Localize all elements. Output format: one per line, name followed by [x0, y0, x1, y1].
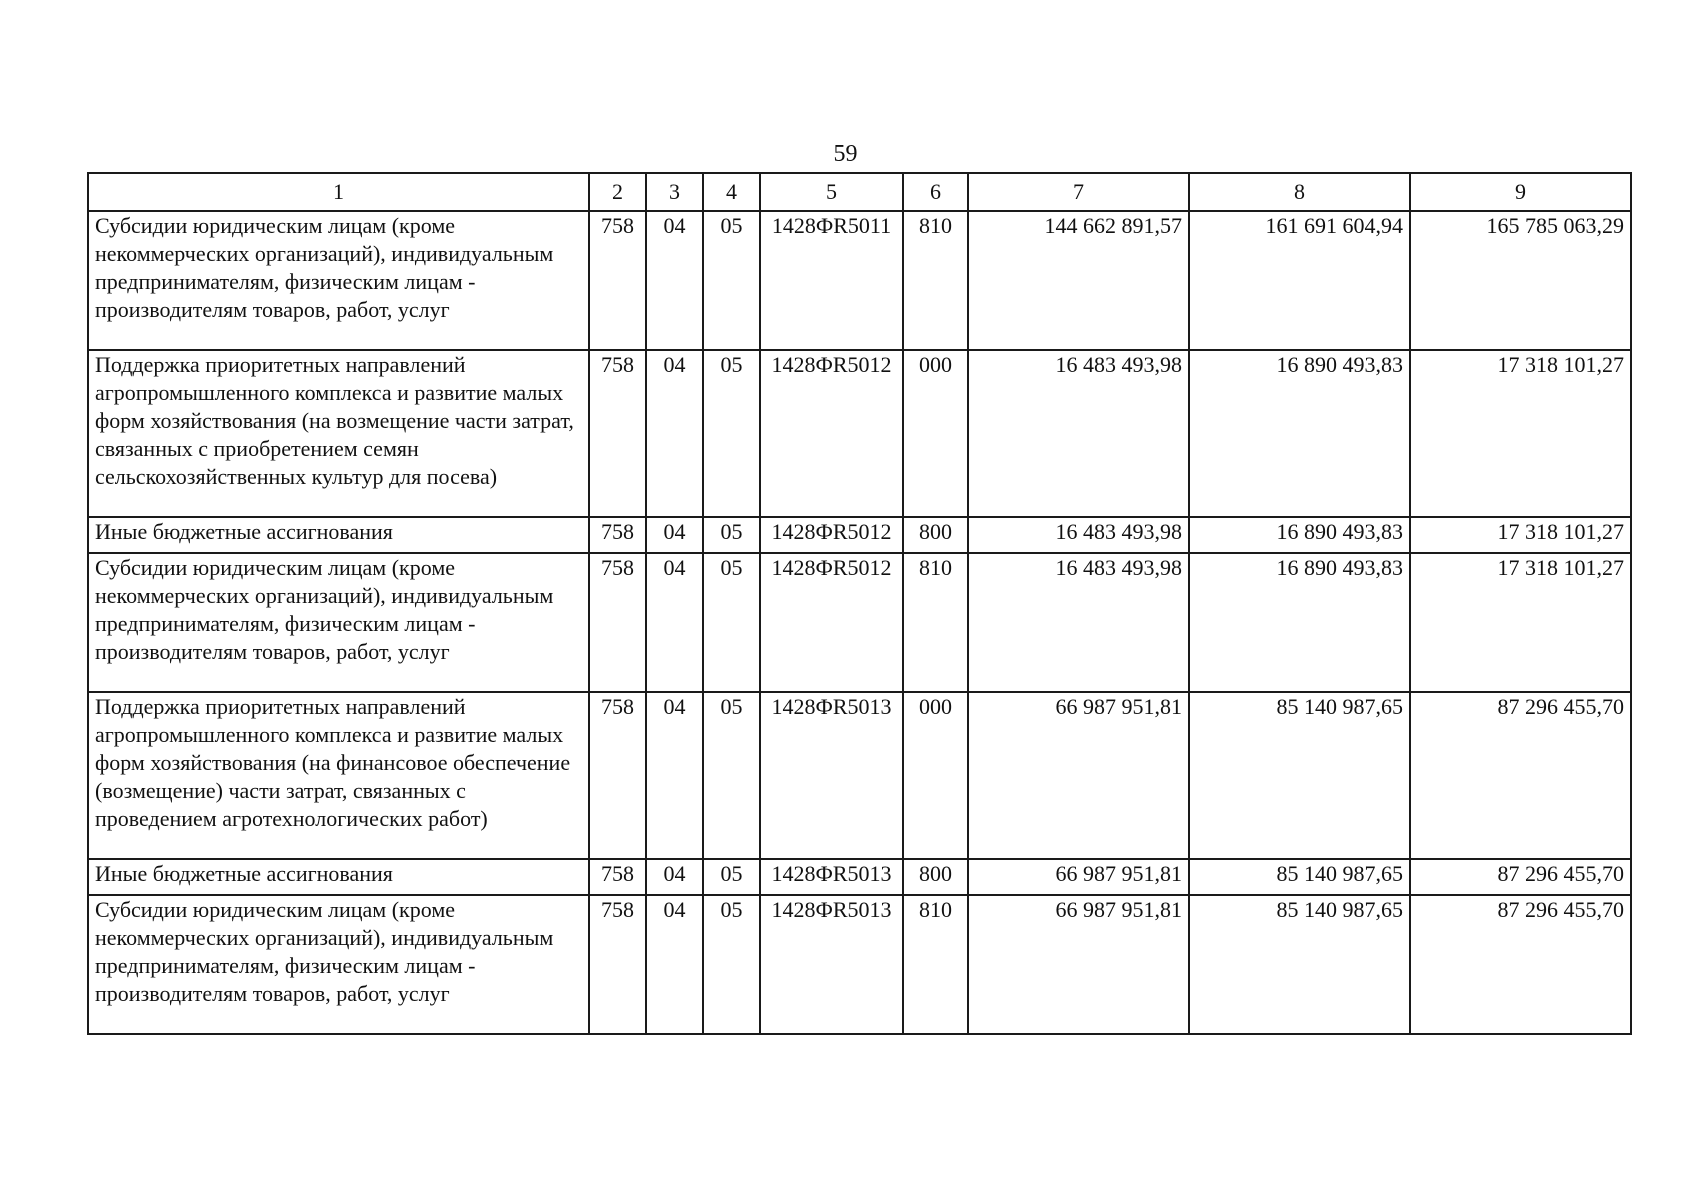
- cell-section: 04: [646, 350, 703, 517]
- cell-amount-col9: 165 785 063,29: [1410, 211, 1631, 350]
- cell-subsection: 05: [703, 350, 760, 517]
- cell-admin-code: 758: [589, 895, 646, 1034]
- row-description: Субсидии юридическим лицам (кроме некоммерческих организаций), индивидуальным предпринимателям, физическим лицам - производителям товаров, работ, услуг: [88, 553, 589, 692]
- cell-subsection: 05: [703, 211, 760, 350]
- table-row: [88, 517, 1631, 553]
- cell-admin-code: 758: [589, 517, 646, 553]
- cell-expense-type: 000: [903, 692, 968, 859]
- cell-section: 04: [646, 553, 703, 692]
- cell-admin-code: 758: [589, 350, 646, 517]
- cell-amount-col8: 16 890 493,83: [1189, 553, 1410, 692]
- cell-amount-col9: 87 296 455,70: [1410, 859, 1631, 895]
- cell-expense-type: 810: [903, 211, 968, 350]
- column-header-5: 5: [760, 173, 903, 211]
- cell-expense-type: 810: [903, 553, 968, 692]
- table-row: [88, 350, 1631, 517]
- cell-subsection: 05: [703, 895, 760, 1034]
- cell-amount-col7: 66 987 951,81: [968, 692, 1189, 859]
- cell-target-article: 1428ФR5013: [760, 895, 903, 1034]
- cell-amount-col7: 66 987 951,81: [968, 895, 1189, 1034]
- cell-amount-col7: 144 662 891,57: [968, 211, 1189, 350]
- column-header-3: 3: [646, 173, 703, 211]
- cell-expense-type: 800: [903, 517, 968, 553]
- cell-amount-col8: 16 890 493,83: [1189, 350, 1410, 517]
- page-number: 59: [833, 141, 858, 167]
- column-header-9: 9: [1410, 173, 1631, 211]
- cell-target-article: 1428ФR5012: [760, 517, 903, 553]
- table-row: [88, 553, 1631, 692]
- header-row: [88, 173, 1631, 211]
- cell-subsection: 05: [703, 692, 760, 859]
- row-description: Субсидии юридическим лицам (кроме некоммерческих организаций), индивидуальным предпринимателям, физическим лицам - производителям товаров, работ, услуг: [88, 211, 589, 350]
- row-description: Иные бюджетные ассигнования: [88, 517, 589, 553]
- cell-amount-col8: 85 140 987,65: [1189, 895, 1410, 1034]
- row-description: Поддержка приоритетных направлений агропромышленного комплекса и развитие малых форм хозяйствования (на возмещение части затрат, связанных с приобретением семян сельскохозяйственных культур для посева): [88, 350, 589, 517]
- cell-admin-code: 758: [589, 211, 646, 350]
- column-header-1: 1: [88, 173, 589, 211]
- cell-admin-code: 758: [589, 859, 646, 895]
- cell-amount-col7: 16 483 493,98: [968, 517, 1189, 553]
- table-row: [88, 895, 1631, 1034]
- cell-amount-col9: 17 318 101,27: [1410, 350, 1631, 517]
- column-header-7: 7: [968, 173, 1189, 211]
- cell-target-article: 1428ФR5012: [760, 553, 903, 692]
- cell-target-article: 1428ФR5011: [760, 211, 903, 350]
- cell-amount-col8: 85 140 987,65: [1189, 692, 1410, 859]
- cell-section: 04: [646, 859, 703, 895]
- cell-amount-col8: 85 140 987,65: [1189, 859, 1410, 895]
- cell-amount-col9: 17 318 101,27: [1410, 553, 1631, 692]
- table-row: [88, 692, 1631, 859]
- cell-admin-code: 758: [589, 553, 646, 692]
- column-header-2: 2: [589, 173, 646, 211]
- cell-subsection: 05: [703, 553, 760, 692]
- cell-amount-col9: 17 318 101,27: [1410, 517, 1631, 553]
- cell-expense-type: 810: [903, 895, 968, 1034]
- cell-expense-type: 800: [903, 859, 968, 895]
- cell-section: 04: [646, 517, 703, 553]
- cell-amount-col7: 66 987 951,81: [968, 859, 1189, 895]
- cell-amount-col7: 16 483 493,98: [968, 553, 1189, 692]
- cell-amount-col8: 161 691 604,94: [1189, 211, 1410, 350]
- table-row: [88, 211, 1631, 350]
- cell-subsection: 05: [703, 517, 760, 553]
- cell-target-article: 1428ФR5013: [760, 692, 903, 859]
- cell-amount-col7: 16 483 493,98: [968, 350, 1189, 517]
- column-header-4: 4: [703, 173, 760, 211]
- column-header-6: 6: [903, 173, 968, 211]
- cell-target-article: 1428ФR5012: [760, 350, 903, 517]
- row-description: Субсидии юридическим лицам (кроме некоммерческих организаций), индивидуальным предпринимателям, физическим лицам - производителям товаров, работ, услуг: [88, 895, 589, 1034]
- budget-table: [87, 172, 1632, 1035]
- cell-amount-col8: 16 890 493,83: [1189, 517, 1410, 553]
- cell-subsection: 05: [703, 859, 760, 895]
- cell-admin-code: 758: [589, 692, 646, 859]
- row-description: Иные бюджетные ассигнования: [88, 859, 589, 895]
- cell-section: 04: [646, 692, 703, 859]
- cell-amount-col9: 87 296 455,70: [1410, 692, 1631, 859]
- table-row: [88, 859, 1631, 895]
- cell-section: 04: [646, 895, 703, 1034]
- cell-expense-type: 000: [903, 350, 968, 517]
- column-header-8: 8: [1189, 173, 1410, 211]
- cell-amount-col9: 87 296 455,70: [1410, 895, 1631, 1034]
- row-description: Поддержка приоритетных направлений агропромышленного комплекса и развитие малых форм хозяйствования (на финансовое обеспечение (возмещение) части затрат, связанных с проведением агротехнологических работ): [88, 692, 589, 859]
- cell-section: 04: [646, 211, 703, 350]
- cell-target-article: 1428ФR5013: [760, 859, 903, 895]
